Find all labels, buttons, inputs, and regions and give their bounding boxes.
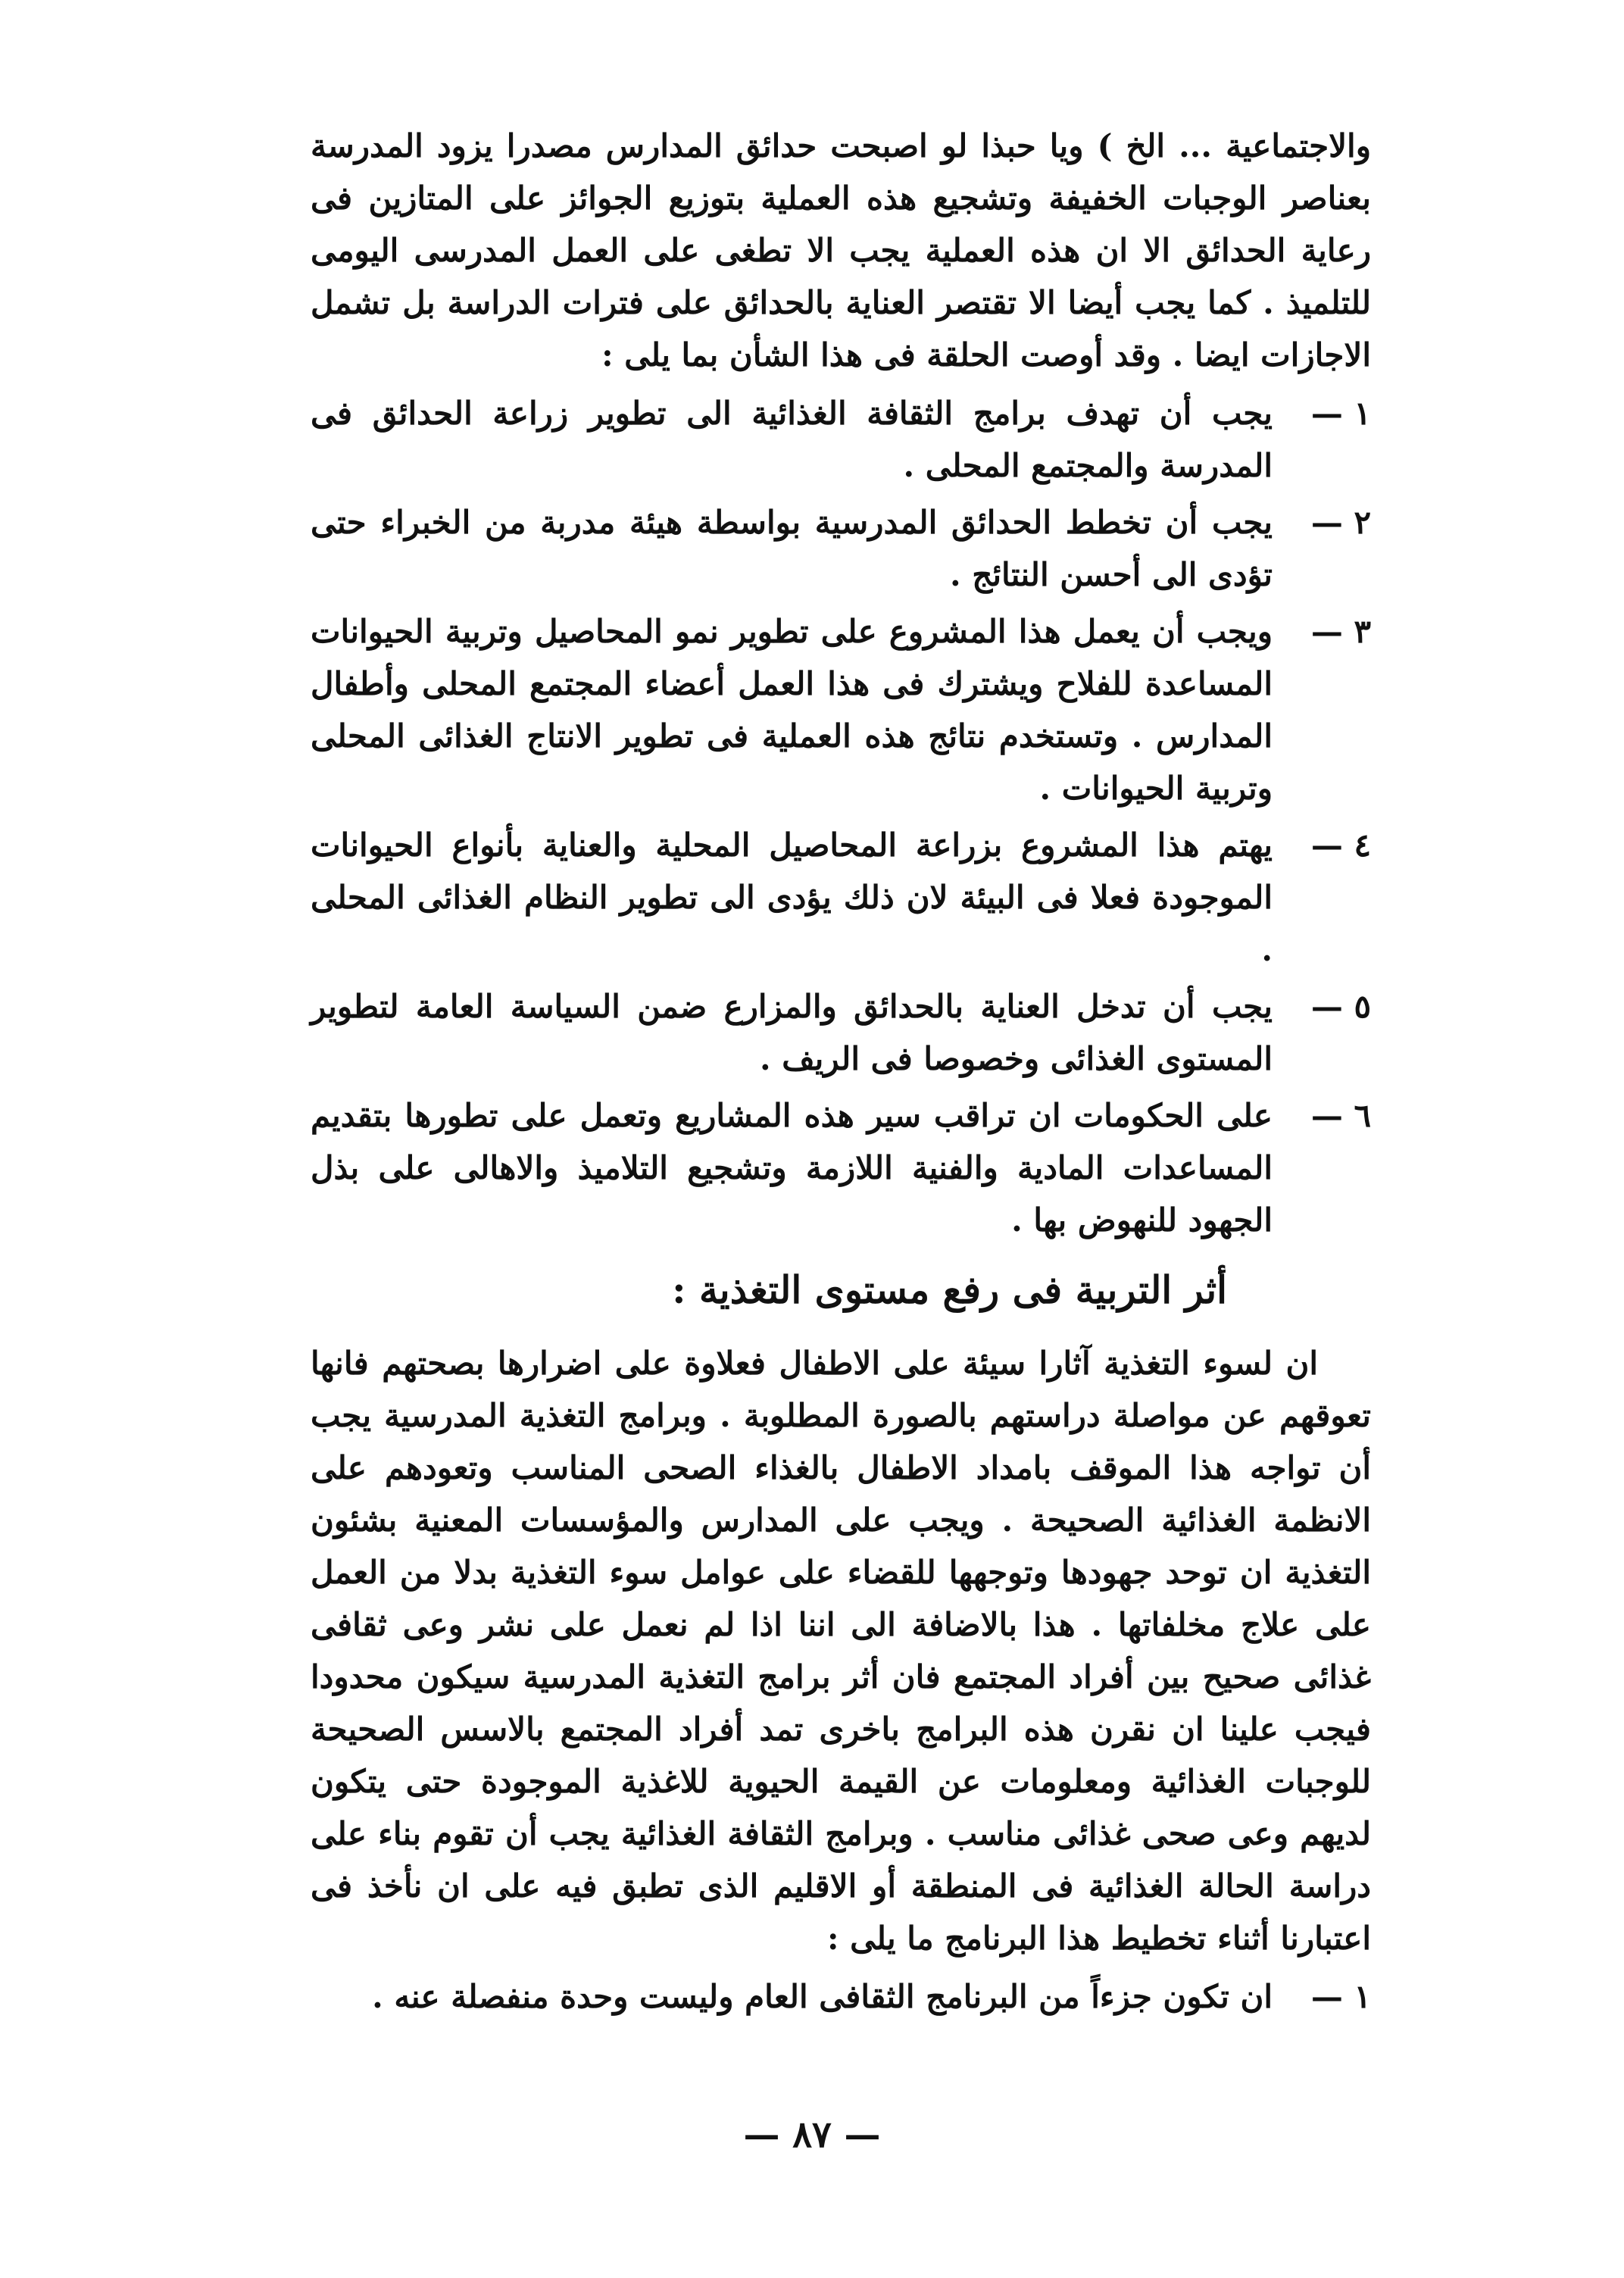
page-body xyxy=(311,120,1371,2027)
list-item-number: ٥ — xyxy=(1310,988,1371,1025)
list-item-text: يجب أن تخطط الحدائق المدرسية بواسطة هيئة مدربة من الخبراء حتى تؤدى الى أحسن النتائج . xyxy=(311,504,1273,593)
list-item-text: ان تكون جزءاً من البرنامج الثقافى العام وليست وحدة منفصلة عنه . xyxy=(372,1978,1273,2015)
list-item-number: ١ — xyxy=(1310,1978,1371,2015)
section-heading: أثر التربية فى رفع مستوى التغذية : xyxy=(672,1267,1227,1312)
list-item-number: ٣ — xyxy=(1310,613,1371,650)
list-item-text: يجب أن تدخل العناية بالحدائق والمزارع ضمن السياسة العامة لتطوير المستوى الغذائى وخصوصا فى الريف . xyxy=(311,988,1273,1077)
final-list xyxy=(311,1970,1371,2023)
list-item-text: ويجب أن يعمل هذا المشروع على تطوير نمو المحاصيل وتربية الحيوانات المساعدة للفلاح ويشترك فى هذا العمل أعضاء المجتمع المحلى وأطفال المدارس . وتستخدم نتائج هذه العملية فى تطوير الانتاج الغذائى المحلى وتربية الحيوانات . xyxy=(311,613,1273,807)
intro-paragraph: والاجتماعية ... الخ ) ويا حبذا لو اصبحت حدائق المدارس مصدرا يزود المدرسة بعناصر الوجبات الخفيفة وتشجيع هذه العملية بتوزيع الجوائز على المتازين فى رعاية الحدائق الا ان هذه العملية يجب الا تطغى على العمل المدرسى اليومى للتلميذ . كما يجب أيضا الا تقتصر العناية بالحدائق على فترات الدراسة بل تشمل الاجازات ايضا . وقد أوصت الحلقة فى هذا الشأن بما يلى : xyxy=(311,127,1371,373)
recommendations-list xyxy=(311,387,1371,1246)
list-item xyxy=(311,387,1371,492)
list-item xyxy=(311,1089,1371,1246)
list-item xyxy=(311,980,1371,1085)
list-item xyxy=(311,1970,1371,2023)
list-item-number: ٤ — xyxy=(1310,827,1371,864)
list-item-number: ٦ — xyxy=(1310,1097,1371,1134)
list-item xyxy=(311,605,1371,814)
list-item-text: يهتم هذا المشروع بزراعة المحاصيل المحلية والعناية بأنواع الحيوانات الموجودة فعلا فى البيئة لان ذلك يؤدى الى تطوير النظام الغذائى المحلى . xyxy=(311,827,1273,968)
list-item-text: يجب أن تهدف برامج الثقافة الغذائية الى تطوير زراعة الحدائق فى المدرسة والمجتمع المحلى . xyxy=(311,395,1273,484)
list-item-number: ١ — xyxy=(1310,395,1371,432)
nutrition-paragraph: ان لسوء التغذية آثارا سيئة على الاطفال فعلاوة على اضرارها بصحتهم فانها تعوقهم عن مواصلة دراستهم بالصورة المطلوبة . وبرامج التغذية المدرسية يجب أن تواجه هذا الموقف بامداد الاطفال بالغذاء الصحى المناسب وتعودهم على الانظمة الغذائية الصحيحة . ويجب على المدارس والمؤسسات المعنية بشئون التغذية ان توحد جهودها وتوجهها للقضاء على عوامل سوء التغذية بدلا من العمل على علاج مخلفاتها . هذا بالاضافة الى اننا اذا لم نعمل على نشر وعى ثقافى غذائى صحيح بين أفراد المجتمع فان أثر برامج التغذية المدرسية سيكون محدودا فيجب علينا ان نقرن هذه البرامج باخرى تمد أفراد المجتمع بالاسس الصحيحة للوجبات الغذائية ومعلومات عن القيمة الحيوية للاغذية الموجودة حتى يتكون لديهم وعى صحى غذائى مناسب . وبرامج الثقافة الغذائية يجب أن تقوم بناء على دراسة الحالة الغذائية فى المنطقة أو الاقليم الذى تطبق فيه على ان نأخذ فى اعتبارنا أثناء تخطيط هذا البرنامج ما يلى : xyxy=(311,1345,1371,1957)
list-item-text: على الحكومات ان تراقب سير هذه المشاريع وتعمل على تطورها بتقديم المساعدات المادية والفنية اللازمة وتشجيع التلاميذ والاهالى على بذل الجهود للنهوض بها . xyxy=(311,1097,1273,1239)
list-item-number: ٢ — xyxy=(1310,504,1371,541)
list-item xyxy=(311,819,1371,976)
page-number: — ٨٧ — xyxy=(743,2114,881,2156)
list-item xyxy=(311,496,1371,601)
